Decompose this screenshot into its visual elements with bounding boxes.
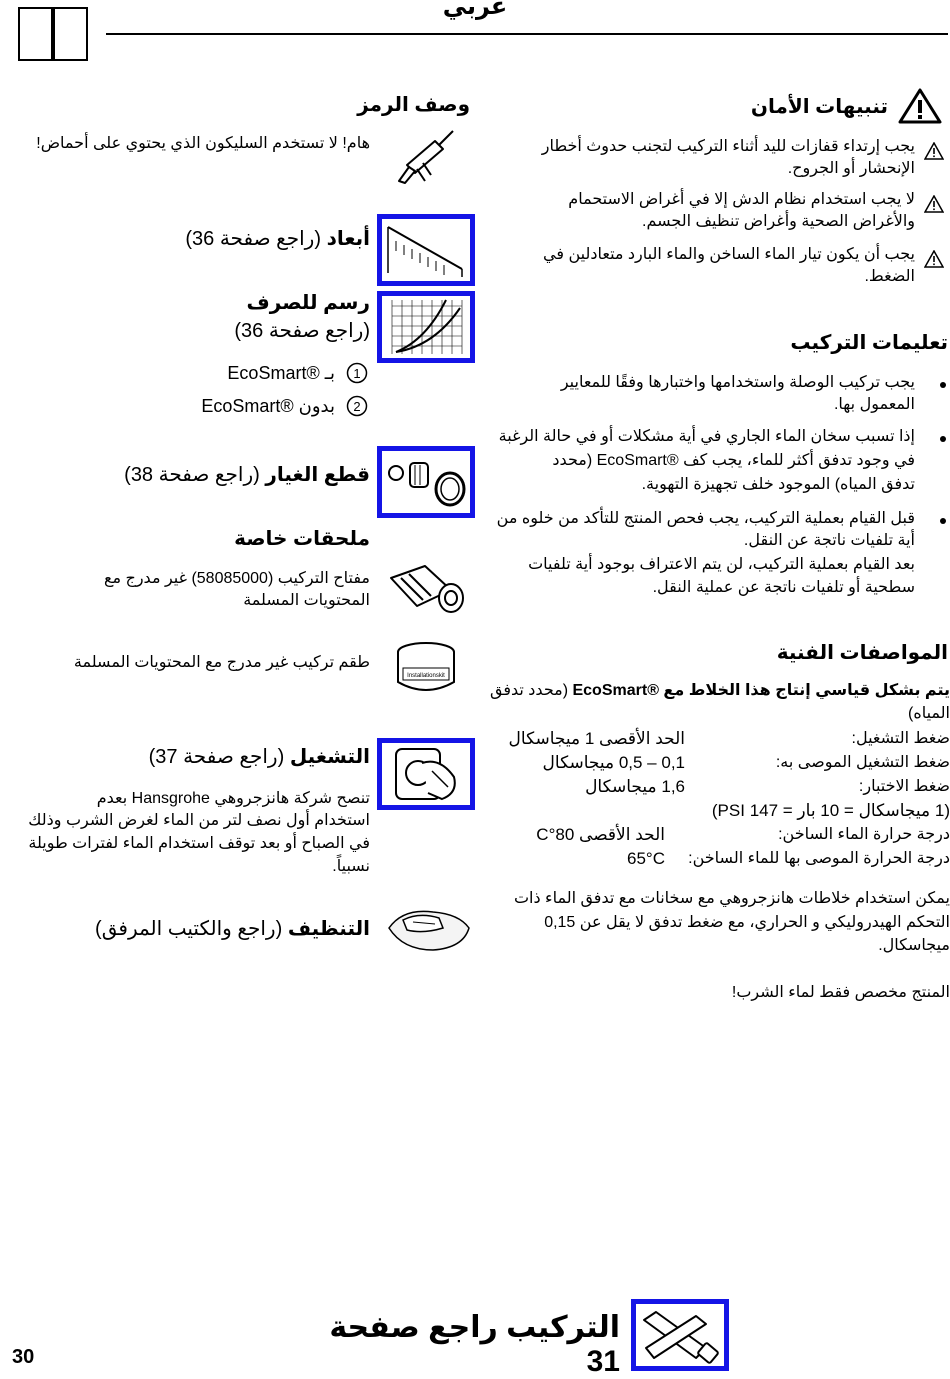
bullet-text: المعمول بها. [833, 396, 915, 413]
operation-heading [100, 744, 370, 769]
specs-note: يمكن استخدام خلاطات هانزجروهي مع سخانات مع تدفق الماء ذات [513, 890, 950, 907]
psi-note: (1 ميجاسكال = 10 بار = 147 PSI) [711, 801, 950, 820]
spare-parts-heading [100, 462, 370, 487]
warning-triangle-icon [898, 88, 942, 124]
page-number: 30 [12, 1346, 35, 1368]
kit-label: Installationskit [407, 673, 445, 679]
operation-text: تنصح شركة هانزجروهي Hansgrohe بعدم [96, 790, 370, 807]
warning-text: الضغط. [864, 268, 915, 285]
small-warning-icon [924, 195, 944, 218]
header-rule [106, 33, 948, 35]
spec-value: الحد الأقصى 1 ميجاسكال [508, 729, 685, 748]
spec-value: الحد الأقصى 80°C [536, 825, 665, 844]
specs-note: التحكم الهيدروليكي و الحراري، مع ضغط تدفق لا يقل عن 0,15 [544, 914, 950, 931]
silicone-warning: هام! لا تستخدم السليكون الذي يحتوي على أحماض! [36, 135, 370, 152]
spec-label: درجة حرارة الماء الساخن: [778, 826, 950, 843]
dimensions-ref: (راجع صفحة 36) [185, 228, 321, 250]
warning-text: يجب أن يكون تيار الماء الساخن والماء البارد متعادلين في [543, 246, 915, 263]
spare-parts-ref: (راجع صفحة 38) [124, 464, 260, 486]
dimensions-label: أبعاد [326, 228, 370, 250]
circle-1-icon [346, 362, 368, 389]
drinking-water-note: المنتج مخصص فقط لماء الشرب! [731, 984, 950, 1001]
spec-value: 0,1 – 0,5 ميجاسكال [542, 753, 685, 772]
operation-ref: (راجع صفحة 37) [148, 746, 285, 768]
footer-install-ref: راجع صفحة 31 [329, 1311, 620, 1378]
specs-intro [490, 680, 950, 702]
spec-value: 65°C [627, 849, 665, 868]
dimensions-icon [377, 214, 475, 286]
cleaning-label: التنظيف [287, 918, 370, 940]
silicone-gun-icon [395, 125, 457, 185]
accessories-title: ملحقات خاصة [234, 528, 370, 550]
warning-text: لا يجب استخدام نظام الدش إلا في أغراض الاستحمام [568, 191, 915, 208]
bullet-text: يجب تركيب الوصلة واستخدامها واختبارها وفقًا للمعايير [560, 374, 915, 391]
flow-ref: (راجع صفحة 36) [234, 320, 370, 342]
warnings-title: تنبيهات الأمان [750, 96, 888, 118]
language-heading: عربي [442, 0, 508, 20]
footer-install-heading [300, 1310, 620, 1379]
flow-option-2: بدون ®EcoSmart [201, 396, 335, 416]
tools-icon [631, 1299, 729, 1371]
flow-option-1: بـ ®EcoSmart [227, 363, 335, 383]
bullet-text: قبل القيام بعملية التركيب، يجب فحص المنتج للتأكد من خلوه من [496, 510, 915, 527]
specs-intro-bold: يتم بشكل قياسي إنتاج هذا الخلاط مع ®EcoSmart [572, 682, 950, 699]
warning-text: يجب إرتداء قفازات لليد أثناء التركيب لتجنب حدوث أخطار [541, 138, 915, 155]
spare-parts-label: قطع الغيار [265, 464, 370, 486]
bullet-text: إذا تسبب سخان الماء الجاري في أية مشكلات أو في حالة الرغبة [498, 428, 915, 445]
book-icon [18, 5, 88, 63]
specs-intro-line2: المياه) [908, 705, 950, 722]
cleaning-ref: (راجع والكتيب المرفق) [95, 918, 283, 940]
bullet-text: أية تلفيات ناتجة عن النقل. [743, 532, 915, 549]
installation-title: تعليمات التركيب [790, 332, 948, 354]
flow-heading: رسم للصرف [246, 292, 370, 314]
small-warning-icon [924, 142, 944, 165]
bullet [940, 382, 946, 388]
specs-title: المواصفات الفنية [776, 642, 948, 664]
cleaning-heading [60, 916, 370, 941]
spec-label: ضغط التشغيل: [851, 730, 950, 747]
warning-text: والأغراض الصحية وأغراض تنظيف الجسم. [642, 213, 915, 230]
accessory-key-line1: مفتاح التركيب (58085000) غير مدرج مع [103, 570, 370, 587]
footer-install-label: التركيب [506, 1311, 620, 1344]
spec-label: ضغط الاختبار: [858, 778, 950, 795]
circle-2-icon [346, 395, 368, 422]
bullet-text: في وجود تدفق أكثر للماء، يجب كف ®EcoSmart (محدد [552, 452, 915, 469]
operation-label: التشغيل [289, 746, 370, 768]
small-warning-icon [924, 250, 944, 273]
bullet [940, 436, 946, 442]
accessory-key-line2: المحتويات المسلمة [243, 592, 370, 609]
bullet-text: سطحية أو تلفيات ناتجة عن عملية النقل. [652, 579, 915, 596]
svg-text:2: 2 [353, 399, 361, 414]
operation-text: في الصباح أو بعد توقف استخدام الماء لفترات طويلة [28, 835, 370, 852]
bullet [940, 518, 946, 524]
operation-text: نسبياً. [332, 858, 370, 875]
flow-diagram-icon [377, 291, 475, 363]
cleaning-hand-icon [383, 898, 473, 958]
specs-intro-rest: (محدد تدفق [490, 682, 573, 699]
spec-value: 1,6 ميجاسكال [585, 777, 685, 796]
spare-parts-icon [377, 446, 475, 518]
accessory-kit: طقم تركيب غير مدرج مع المحتويات المسلمة [73, 654, 370, 671]
dimensions-heading [100, 226, 370, 251]
bullet-text: بعد القيام بعملية التركيب، لن يتم الاعتراف بوجود أية تلفيات [528, 556, 915, 573]
spec-label: ضغط التشغيل الموصى به: [775, 754, 950, 771]
symbols-title: وصف الرمز [357, 94, 470, 116]
installation-kit-icon [393, 640, 459, 696]
warning-text: الإنحشار أو الجروح. [787, 160, 915, 177]
operation-text: استخدام أول نصف لتر من الماء لغرض الشرب وذلك [28, 812, 370, 829]
bullet-text: تدفق المياه) الموجود خلف تجهيزة التهوية. [641, 476, 915, 493]
operation-icon [377, 738, 475, 810]
spec-label: درجة الحرارة الموصى بها للماء الساخن: [688, 850, 950, 867]
svg-text:1: 1 [353, 366, 361, 381]
installation-key-icon [385, 562, 469, 620]
specs-note: ميجاسكال. [878, 937, 950, 954]
